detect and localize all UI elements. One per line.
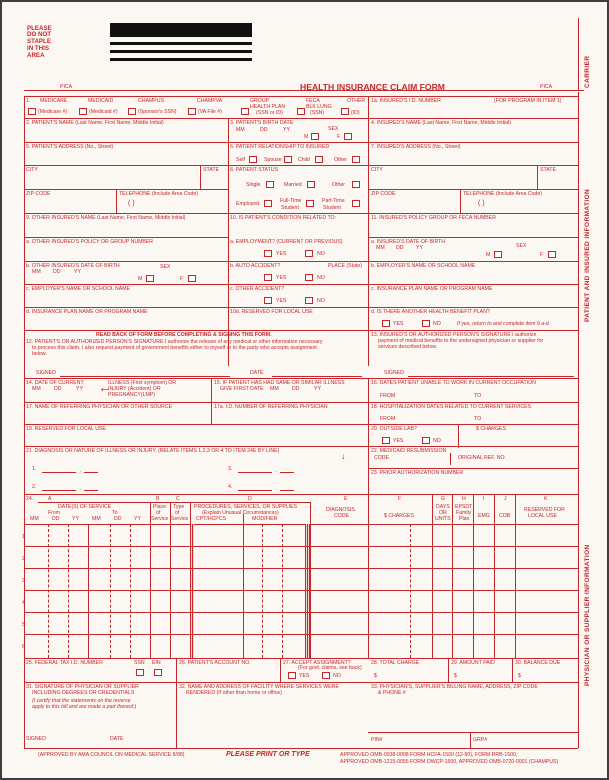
item-23-label: 23. PRIOR AUTHORIZATION NUMBER	[371, 470, 464, 476]
item-19-label: 19. RESERVED FOR LOCAL USE	[26, 426, 106, 432]
insured-phone-label: TELEPHONE (Include Area Code)	[463, 191, 542, 197]
dates-from-label: From	[48, 510, 61, 516]
pica-right: PICA	[540, 84, 553, 90]
footer-omb-1: APPROVED OMB-0938-0008 FORM HCFA-1500 (12-90), FORM RRB-1500,	[340, 752, 518, 758]
item-24-label: 24.	[26, 496, 34, 502]
9b-m-label: M	[138, 276, 143, 282]
patient-state-label: STATE	[203, 167, 219, 173]
medicare-no-label: (Medicare #)	[38, 109, 68, 115]
patient-phone-label: TELEPHONE (Include Area Code)	[119, 191, 198, 197]
grp-label: GRP#	[473, 737, 488, 743]
diag-3-label: 3.	[228, 466, 233, 472]
10a-no-label: NO	[317, 251, 325, 257]
col-h-letter: H	[462, 496, 466, 502]
27-no-checkbox[interactable]	[322, 672, 330, 679]
item-9a-label: a. OTHER INSURED'S POLICY OR GROUP NUMBER	[26, 239, 154, 245]
plan-label: Plan	[459, 516, 470, 522]
14-mm-label: MM	[32, 386, 41, 392]
pin-label: PIN#	[371, 737, 383, 743]
24f-charges-label: $ CHARGES	[384, 513, 414, 519]
rel-child-label: Child	[298, 157, 310, 163]
sex-label: SEX	[328, 126, 339, 132]
insured-phone-paren: ( )	[478, 200, 485, 207]
25-ssn-checkbox[interactable]	[136, 669, 144, 676]
relationship-label: 6. PATIENT RELATIONSHIP TO INSURED	[230, 144, 330, 150]
employed-checkbox[interactable]	[264, 200, 272, 207]
item-13-text-3: services described below.	[378, 344, 438, 350]
item-28-label: 28. TOTAL CHARGE	[371, 660, 420, 666]
item-22-label: 22. MEDICAID RESUBMISSION	[371, 448, 447, 454]
20-no-label: NO	[433, 438, 441, 444]
rel-child-checkbox[interactable]	[315, 156, 323, 163]
31-date-label: DATE	[110, 736, 124, 742]
parttime-checkbox[interactable]	[352, 200, 360, 207]
item-29-label: 29. AMOUNT PAID	[451, 660, 495, 666]
item-21-label: 21. DIAGNOSIS OR NATURE OF ILLNESS OR INJURY. (RELATE ITEMS 1,2,3 OR 4 TO ITEM 24E BY LINE)	[26, 448, 280, 454]
9b-f-checkbox[interactable]	[188, 275, 196, 282]
11d-yes-checkbox[interactable]	[382, 320, 390, 327]
va-file-label: (VA File #)	[198, 109, 222, 115]
pos-label: Place	[153, 504, 166, 510]
15-yy-label: YY	[314, 386, 321, 392]
14-yy-label: YY	[76, 386, 83, 392]
row-2-number: 2	[22, 556, 25, 562]
item-15-label: 15. IF PATIENT HAS HAD SAME OR SIMILAR ILLNESS	[214, 380, 345, 386]
sex-f-label: F	[337, 134, 341, 140]
10c-no-label: NO	[317, 298, 325, 304]
patient-city-label: CITY	[26, 167, 38, 173]
cob-label: COB	[499, 513, 511, 519]
item-9b-label: b. OTHER INSURED'S DATE OF BIRTH	[26, 263, 120, 269]
medicaid-no-label: (Medicaid #)	[89, 109, 118, 115]
16-to-label: TO	[474, 393, 482, 399]
champva-label: CHAMPVA	[197, 98, 223, 104]
22-code-label: CODE	[374, 455, 389, 461]
10b-no-label: NO	[317, 275, 325, 281]
11a-yy-label: YY	[416, 245, 423, 251]
to-yy-label: YY	[134, 516, 141, 522]
staple-line-2: DO NOT	[27, 31, 52, 38]
rel-spouse-label: Spouse	[264, 157, 282, 163]
ssn-or-id-label: (SSN or ID)	[256, 110, 283, 116]
diagnosis-code-label-2: CODE	[334, 513, 349, 519]
sex-f-checkbox[interactable]	[344, 133, 352, 140]
item-16-label: 16. DATES PATIENT UNABLE TO WORK IN CURRENT OCCUPATION	[371, 380, 536, 386]
11a-dd-label: DD	[396, 245, 404, 251]
diag-1-label: 1.	[32, 466, 37, 472]
diag-3-dot: .	[276, 468, 278, 474]
birth-dd-label: DD	[260, 127, 268, 133]
20-yes-checkbox[interactable]	[382, 437, 390, 444]
sponsor-ssn-label: (Sponsor's SSN)	[138, 109, 177, 115]
10a-no-checkbox[interactable]	[305, 250, 313, 257]
col-b-letter: B	[156, 496, 160, 502]
from-mm-label: MM	[30, 516, 39, 522]
11a-m-checkbox[interactable]	[494, 251, 502, 258]
diagnosis-code-label: DIAGNOSIS	[326, 507, 355, 513]
11d-no-label: NO	[433, 321, 441, 327]
for-program-label: (FOR PROGRAM IN ITEM 1)	[494, 98, 562, 104]
employed-label: Employed	[236, 201, 260, 207]
29-dollar: $	[454, 673, 457, 679]
20-no-checkbox[interactable]	[422, 437, 430, 444]
status-other-label: Other	[332, 182, 345, 188]
col-d-letter: D	[248, 496, 252, 502]
birth-yy-label: YY	[283, 127, 290, 133]
item-10a-label: a. EMPLOYMENT? (CURRENT OR PREVIOUS)	[230, 239, 343, 245]
15-dd-label: DD	[292, 386, 300, 392]
from-dd-label: DD	[52, 516, 60, 522]
footer-approved: (APPROVED BY AMA COUNCIL ON MEDICAL SERVICE 8/88)	[38, 752, 185, 758]
staple-line-3: STAPLE	[27, 38, 51, 45]
item-11-label: 11. INSURED'S POLICY GROUP OR FECA NUMBER	[371, 215, 496, 221]
units-label: UNITS	[435, 516, 451, 522]
item-31-text-3: (I certify that the statements on the reverse	[32, 698, 131, 704]
10a-yes-label: YES	[276, 251, 287, 257]
to-dd-label: DD	[114, 516, 122, 522]
form-title: HEALTH INSURANCE CLAIM FORM	[300, 82, 445, 92]
item-10b-label: b. AUTO ACCIDENT?	[230, 263, 281, 269]
9b-sex-label: SEX	[160, 264, 171, 270]
item-17a-label: 17a. I.D. NUMBER OF REFERRING PHYSICIAN	[214, 404, 328, 410]
28-dollar: $	[374, 673, 377, 679]
item-1-label: 1.	[26, 98, 31, 104]
health-plan-label: HEALTH PLAN	[250, 104, 286, 110]
11a-f-checkbox[interactable]	[548, 251, 556, 258]
place-state-label: PLACE (State)	[328, 263, 363, 269]
insured-name-label: 4. INSURED'S NAME (Last Name, First Name, Middle Initial)	[371, 120, 511, 126]
item-9-label: 9. OTHER INSURED'S NAME (Last Name, First Name, Middle Initial)	[26, 215, 186, 221]
patient-name-label: 2. PATIENT'S NAME (Last Name, First Name, Middle Initial)	[26, 120, 164, 126]
9b-yy-label: YY	[74, 269, 81, 275]
col-e-letter: E	[344, 496, 348, 502]
fulltime-label: Full-Time	[280, 198, 302, 204]
item-11d-label: d. IS THERE ANOTHER HEALTH BENEFIT PLAN?	[371, 309, 490, 315]
family-label: Family	[456, 510, 472, 516]
feca-checkbox[interactable]	[297, 108, 305, 115]
col-i-letter: I	[483, 496, 485, 502]
emg-label: EMG	[478, 513, 490, 519]
item-11b-label: b. EMPLOYER'S NAME OR SCHOOL NAME	[371, 263, 476, 269]
medicare-checkbox[interactable]	[28, 108, 36, 115]
row-3-number: 3	[22, 578, 25, 584]
item-32-text-2: RENDERED (If other than home or office)	[186, 690, 282, 696]
status-single-checkbox[interactable]	[266, 181, 274, 188]
to-mm-label: MM	[92, 516, 101, 522]
item-32-label: 32. NAME AND ADDRESS OF FACILITY WHERE SERVICES WERE	[179, 684, 339, 690]
other-checkbox[interactable]	[341, 108, 349, 115]
parttime-student-label: Student	[323, 205, 341, 211]
sex-m-label: M	[304, 134, 309, 140]
parttime-label: Part-Time	[322, 198, 345, 204]
days-or-label: OR	[439, 510, 447, 516]
cpt-label: CPT/HCPCS	[196, 516, 226, 522]
item-20-label: 20. OUTSIDE LAB?	[371, 426, 417, 432]
insured-zip-label: ZIP CODE	[371, 191, 396, 197]
group-label: GROUP	[250, 98, 270, 104]
patient-insured-side-label: PATIENT AND INSURED INFORMATION	[584, 188, 591, 322]
item-14-label: 14. DATE OF CURRENT:	[26, 380, 85, 386]
other-label: OTHER	[347, 98, 366, 104]
item-30-label: 30. BALANCE DUE	[515, 660, 561, 666]
12-signed-label: SIGNED	[36, 370, 56, 376]
item-17-label: 17. NAME OF REFERRING PHYSICIAN OR OTHER SOURCE	[26, 404, 173, 410]
days-label: DAYS	[436, 504, 450, 510]
15-mm-label: MM	[270, 386, 279, 392]
row-1-number: 1	[22, 534, 25, 540]
col-f-letter: F	[398, 496, 402, 502]
item-9d-label: d. INSURANCE PLAN NAME OR PROGRAM NAME	[26, 309, 148, 315]
pos-label-3: Service	[151, 516, 169, 522]
modifier-label: MODIFIER	[252, 516, 278, 522]
item-27-note: (For govt. claims, see back)	[298, 665, 362, 671]
16-from-label: FROM	[380, 393, 396, 399]
status-other-checkbox[interactable]	[352, 181, 360, 188]
10c-yes-label: YES	[276, 298, 287, 304]
31-signed-label: SIGNED	[26, 736, 46, 742]
readback-notice: READ BACK OF FORM BEFORE COMPLETING & SIGNING THIS FORM.	[96, 332, 272, 338]
10b-yes-checkbox[interactable]	[264, 274, 272, 281]
staple-line-4: IN THIS	[27, 45, 50, 52]
item-11c-label: c. INSURANCE PLAN NAME OR PROGRAM NAME	[371, 286, 493, 292]
col-k-letter: K	[544, 496, 548, 502]
col-j-letter: J	[504, 496, 507, 502]
patient-status-label: 8. PATIENT STATUS	[230, 167, 278, 173]
item-10-label: 10. IS PATIENT'S CONDITION RELATED TO:	[230, 215, 337, 221]
col-a-letter: A	[48, 496, 52, 502]
champus-checkbox[interactable]	[128, 108, 136, 115]
status-single-label: Single	[246, 182, 261, 188]
item-12-text-2: to process this claim. I also request payment of government benefits either to myself or to the party who accepts assignment	[32, 345, 317, 351]
20-yes-label: YES	[393, 438, 404, 444]
14-dd-label: DD	[54, 386, 62, 392]
group-checkbox[interactable]	[241, 108, 249, 115]
col-c-letter: C	[176, 496, 180, 502]
item-12-text-3: below.	[32, 351, 47, 357]
rel-other-label: Other	[334, 157, 347, 163]
patient-phone-paren: ( )	[128, 200, 135, 207]
tos-label-2: of	[175, 510, 180, 516]
carrier-label: CARRIER	[584, 55, 591, 88]
10c-no-checkbox[interactable]	[305, 297, 313, 304]
rel-other-checkbox[interactable]	[352, 156, 360, 163]
physician-side-label: PHYSICIAN OR SUPPLIER INFORMATION	[584, 544, 591, 686]
14-pregnancy-label: PREGNANCY(LMP)	[108, 392, 155, 398]
epsdt-label: EPSDT	[455, 504, 473, 510]
item-31-text-2: INCLUDING DEGREES OR CREDENTIALS	[32, 690, 135, 696]
25-ein-checkbox[interactable]	[154, 669, 162, 676]
medicaid-checkbox[interactable]	[79, 108, 87, 115]
10c-yes-checkbox[interactable]	[264, 297, 272, 304]
ssn-label: (SSN)	[310, 110, 325, 116]
27-yes-label: YES	[299, 673, 310, 679]
27-no-label: NO	[333, 673, 341, 679]
row-4-number: 4	[22, 600, 25, 606]
item-9c-label: c. EMPLOYER'S NAME OR SCHOOL NAME	[26, 286, 130, 292]
rel-self-checkbox[interactable]	[249, 156, 257, 163]
item-31-text-4: apply to this bill and are made a part thereof.)	[32, 704, 137, 710]
item-18-label: 18. HOSPITALIZATION DATES RELATED TO CURRENT SERVICES	[371, 404, 532, 410]
diag-4-label: 4.	[228, 484, 233, 490]
insured-address-label: 7. INSURED'S ADDRESS (No., Street)	[371, 144, 461, 150]
10a-yes-checkbox[interactable]	[264, 250, 272, 257]
row-5-number: 5	[22, 622, 25, 628]
item-13-text-2: payment of medical benefits to the undersigned physician or supplier for	[378, 338, 544, 344]
10b-yes-label: YES	[276, 275, 287, 281]
col-g-letter: G	[441, 496, 446, 502]
30-dollar: $	[518, 673, 521, 679]
11a-m-label: M	[486, 252, 491, 258]
medicare-label: MEDICARE	[40, 98, 68, 104]
fulltime-student-label: Student	[281, 205, 299, 211]
25-ssn-label: SSN	[134, 660, 145, 666]
15-give-label: GIVE FIRST DATE	[220, 386, 264, 392]
14-arrow-icon: ←	[98, 379, 112, 395]
item-13-label: 13. INSURED'S OR AUTHORIZED PERSON'S SIGNATURE I authorize	[371, 332, 537, 338]
diag-1-dot: .	[80, 468, 82, 474]
fulltime-checkbox[interactable]	[306, 200, 314, 207]
diag-2-dot: .	[80, 486, 82, 492]
local-use-label: LOCAL USE	[528, 513, 557, 519]
tos-label-3: Service	[171, 516, 189, 522]
champus-label: CHAMPUS	[138, 98, 164, 104]
22-original-label: ORIGINAL REF. NO.	[458, 455, 506, 461]
18-from-label: FROM	[380, 416, 396, 422]
staple-line-1: PLEASE	[27, 25, 52, 32]
champva-checkbox[interactable]	[188, 108, 196, 115]
procedures-label: PROCEDURES, SERVICES, OR SUPPLIES	[194, 504, 298, 510]
18-to-label: TO	[474, 416, 482, 422]
item-26-label: 26. PATIENT'S ACCOUNT NO.	[179, 660, 251, 666]
item-33-label: 33. PHYSICIAN'S, SUPPLIER'S BILLING NAME, ADDRESS, ZIP CODE	[371, 684, 538, 690]
sex-m-checkbox[interactable]	[311, 133, 319, 140]
item-12-label: 12. PATIENT'S OR AUTHORIZED PERSON'S SIGNATURE I authorize the release of any medical or other information necessary	[26, 339, 323, 345]
insured-id-label: 1a. INSURED'S I.D. NUMBER	[371, 98, 441, 104]
id-label: (ID)	[351, 110, 360, 116]
12-date-label: DATE	[250, 370, 264, 376]
diag-2-label: 2.	[32, 484, 37, 490]
status-married-label: Married	[284, 182, 302, 188]
14-illness-label: ILLNESS (First symptom) OR	[108, 380, 177, 386]
staple-line-5: AREA	[27, 52, 45, 59]
insured-state-label: STATE	[540, 167, 556, 173]
item-33-text-2: & PHONE #	[378, 690, 406, 696]
item-11a-label: a. INSURED'S DATE OF BIRTH	[371, 239, 446, 245]
27-yes-checkbox[interactable]	[288, 672, 296, 679]
rel-self-label: Self	[236, 157, 245, 163]
25-ein-label: EIN	[152, 660, 161, 666]
11a-f-label: F	[540, 252, 544, 258]
9b-m-checkbox[interactable]	[146, 275, 154, 282]
if-yes-note: If yes, return to and complete item 9 a-d.	[457, 321, 551, 327]
13-signed-label: SIGNED	[384, 370, 404, 376]
blk-lung-label: BLK LUNG	[306, 104, 332, 110]
patient-zip-label: ZIP CODE	[26, 191, 51, 197]
11a-mm-label: MM	[376, 245, 385, 251]
footer-print-or-type: PLEASE PRINT OR TYPE	[226, 751, 310, 758]
tos-label: Type	[173, 504, 185, 510]
item-27-label: 27. ACCEPT ASSIGNMENT?	[283, 660, 351, 666]
14-injury-label: INJURY (Accident) OR	[108, 386, 161, 392]
item-10d-label: 10d. RESERVED FOR LOCAL USE	[230, 309, 313, 315]
status-married-checkbox[interactable]	[307, 181, 315, 188]
procedures-explain-label: (Explain Unusual Circumstances)	[202, 510, 279, 516]
pos-label-2: of	[156, 510, 161, 516]
insured-city-label: CITY	[371, 167, 383, 173]
10b-no-checkbox[interactable]	[305, 274, 313, 281]
11a-sex-label: SEX	[516, 243, 527, 249]
from-yy-label: YY	[72, 516, 79, 522]
dates-to-label: To	[112, 510, 118, 516]
item-25-label: 25. FEDERAL TAX I.D. NUMBER	[26, 660, 103, 666]
9b-mm-label: MM	[32, 269, 41, 275]
medicaid-label: MEDICAID	[88, 98, 114, 104]
11d-yes-label: YES	[393, 321, 404, 327]
20-charges-label: $ CHARGES	[476, 426, 506, 432]
diag-4-dot: .	[276, 486, 278, 492]
9b-f-label: F	[180, 276, 184, 282]
9b-dd-label: DD	[53, 269, 61, 275]
rel-spouse-checkbox[interactable]	[284, 156, 292, 163]
dates-of-service-label: DATE(S) OF SERVICE	[58, 504, 112, 510]
item-10c-label: c. OTHER ACCIDENT?	[230, 286, 285, 292]
patient-address-label: 5. PATIENT'S ADDRESS (No., Street)	[26, 144, 114, 150]
reserved-label: RESERVED FOR	[524, 507, 565, 513]
row-6-number: 6	[22, 644, 25, 650]
item-31-label: 31. SIGNATURE OF PHYSICIAN OR SUPPLIER	[26, 684, 139, 690]
11d-no-checkbox[interactable]	[422, 320, 430, 327]
patient-birth-label: 3. PATIENT'S BIRTH DATE	[230, 120, 294, 126]
21-down-arrow-icon: ↓	[341, 451, 346, 461]
pica-left: PICA	[60, 84, 73, 90]
birth-mm-label: MM	[236, 127, 245, 133]
feca-label: FECA	[306, 98, 320, 104]
footer-omb-2: APPROVED OMB-1215-0055 FORM OWCP-1500, APPROVED OMB-0720-0001 (CHAMPUS)	[340, 759, 559, 765]
